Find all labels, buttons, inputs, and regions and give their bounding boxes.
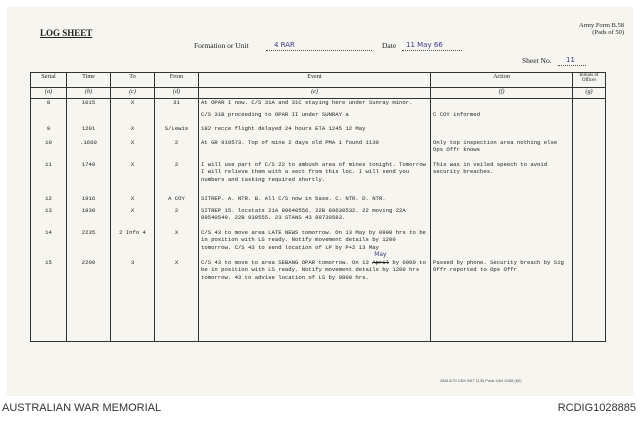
cell-action (431, 125, 573, 139)
cell-time: 2235 (67, 229, 111, 259)
cell-to: X (111, 195, 155, 207)
cell-from: S/Lewis (155, 125, 199, 139)
cell-from: A COY (155, 195, 199, 207)
cell-time: 1201 (67, 125, 111, 139)
formation-value: 4 RAR (274, 41, 295, 49)
cell-serial: 12 (31, 195, 67, 207)
table-row (31, 195, 606, 207)
cell-event: C/S 31B proceeding to OPAR II under SUNRAY a (199, 111, 431, 125)
cell-serial: 10 (31, 139, 67, 161)
cell-to (111, 111, 155, 125)
cell-action: Only top inspection area nothing else Ops Offr knows (431, 139, 573, 161)
table-row (31, 207, 606, 229)
cell-serial: 8 (31, 99, 67, 111)
cell-initials (573, 259, 606, 301)
cell-to: X (111, 125, 155, 139)
cell-from: 31 (155, 99, 199, 111)
cell-event: C/S 43 to move to area SEBANG OPAR tomorrow. On 13 April May by 0900 to be in position with LS ready. Notify movement details by 1200 hrs tomorrow. 43 to advise location of LS by 0800 hrs. (199, 259, 431, 301)
cell-action: Passed by phone. Security breach by Sig Offr reported to Ops Offr (431, 259, 573, 301)
cell-time: 1916 (67, 195, 111, 207)
print-code: 28813/70 13M 9/67 1136 Pads 4/64 9288 (60) (440, 378, 522, 383)
cell-event: At OPAR I now. C/S 31A and 31C staying here under Sunray minor. (199, 99, 431, 111)
cell-from: 2 (155, 207, 199, 229)
army-form-label (579, 22, 624, 37)
table-subheader-row (31, 88, 606, 99)
cell-event: At GR 910573. Top of mine 2 days old PMA 1 found 1130 (199, 139, 431, 161)
cell-time (67, 111, 111, 125)
cell-event: SITREP 15. locstats 21A 89640556. 22B 89630532. 22 moving 22A 89540549. 22B 939555. 23 STANS 43 89730583. (199, 207, 431, 229)
column-header: From (155, 73, 199, 88)
column-header: Serial (31, 73, 67, 88)
cell-action: This was in veiled speech to avoid security breaches. (431, 161, 573, 195)
cell-to: 2 Info 4 (111, 229, 155, 259)
column-header: Initials of Officer (573, 73, 606, 88)
cell-event: SITREP. A. NTR. B. All C/S now in base. C. NTR. D. NTR. (199, 195, 431, 207)
table-row (31, 111, 606, 125)
table-row-empty (31, 301, 606, 333)
sheet-value: 11 (566, 56, 575, 64)
cell-to: X (111, 207, 155, 229)
table-row (31, 125, 606, 139)
cell-action (431, 195, 573, 207)
cell-initials (573, 125, 606, 139)
cell-initials (573, 111, 606, 125)
army-form-number: Army Form B.58 (579, 22, 624, 29)
cell-from (155, 111, 199, 125)
table-header-row (31, 73, 606, 88)
cell-event: I will use part of C/S 22 to ambush area of mines tonight. Tomorrow I will relieve them with a sect from this loc. I will send you numbers and tasking required shortly. (199, 161, 431, 195)
sheet-label: Sheet No. (522, 56, 552, 65)
cell-initials (573, 195, 606, 207)
cell-initials (573, 207, 606, 229)
table-row (31, 99, 606, 111)
cell-action (431, 99, 573, 111)
table-row (31, 229, 606, 259)
table-row (31, 259, 606, 301)
struck-word: April (372, 258, 389, 266)
cell-serial: 13 (31, 207, 67, 229)
date-label: Date (382, 41, 397, 50)
cell-from: 2 (155, 139, 199, 161)
army-form-note: (Pads of 50) (592, 29, 624, 37)
archive-id: RCDIG1028885 (557, 402, 636, 414)
cell-from: X (155, 259, 199, 301)
formation-label: Formation or Unit (194, 41, 249, 50)
page-title: LOG SHEET (40, 28, 93, 38)
cell-event: 182 recce flight delayed 24 hours ETA 1245 12 May (199, 125, 431, 139)
column-header: Action (431, 73, 573, 88)
cell-initials (573, 229, 606, 259)
table-row (31, 139, 606, 161)
column-header: Time (67, 73, 111, 88)
cell-action (431, 207, 573, 229)
cell-initials (573, 161, 606, 195)
cell-serial: 15 (31, 259, 67, 301)
cell-initials (573, 99, 606, 111)
column-subheader: (c) (111, 88, 155, 99)
cell-time: 1015 (67, 99, 111, 111)
table-footer-row (31, 333, 606, 342)
column-subheader: (e) (199, 88, 431, 99)
cell-time: .1660 (67, 139, 111, 161)
date-value: 11 May 66 (406, 41, 443, 49)
cell-serial: 9 (31, 125, 67, 139)
cell-time: 2200 (67, 259, 111, 301)
cell-time: 1930 (67, 207, 111, 229)
cell-initials (573, 139, 606, 161)
table-row (31, 161, 606, 195)
archive-name: AUSTRALIAN WAR MEMORIAL (2, 402, 162, 414)
column-subheader: (f) (431, 88, 573, 99)
log-table (30, 72, 606, 342)
column-header: Event (199, 73, 431, 88)
handwritten-correction: May (374, 250, 387, 258)
cell-to: X (111, 99, 155, 111)
column-subheader: (a) (31, 88, 67, 99)
column-subheader: (d) (155, 88, 199, 99)
cell-serial: 11 (31, 161, 67, 195)
cell-from: 2 (155, 161, 199, 195)
cell-time: 1740 (67, 161, 111, 195)
cell-action: C COY informed (431, 111, 573, 125)
cell-to: 3 (111, 259, 155, 301)
table-body (31, 99, 606, 333)
cell-action (431, 229, 573, 259)
cell-from: X (155, 229, 199, 259)
cell-event: C/S 43 to move area LATE NEWS tomorrow. On 13 May by 0900 hrs to be in position with LS ready. Notify movement details by 1200 tomorrow. C/S 43 to send location of LP by P+2 13 May (199, 229, 431, 259)
column-subheader: (g) (573, 88, 606, 99)
column-header: To (111, 73, 155, 88)
column-subheader: (b) (67, 88, 111, 99)
cell-to: X (111, 161, 155, 195)
cell-to: X (111, 139, 155, 161)
cell-serial: 14 (31, 229, 67, 259)
cell-serial (31, 111, 67, 125)
